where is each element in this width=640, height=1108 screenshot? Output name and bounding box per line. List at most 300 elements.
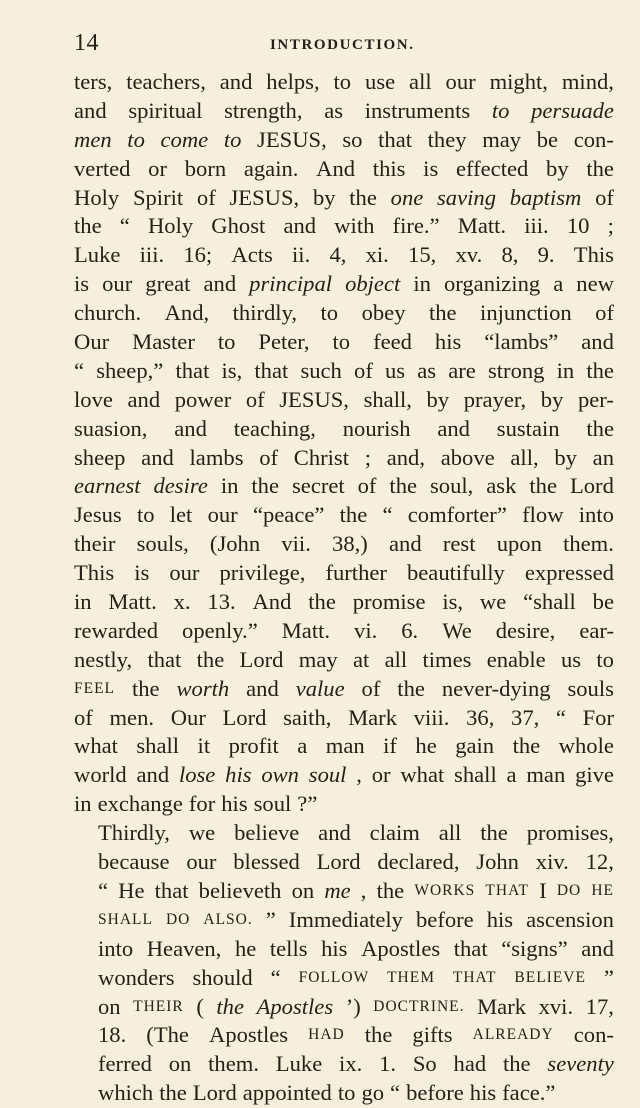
word: again. bbox=[243, 155, 299, 181]
word: saith, bbox=[283, 704, 332, 730]
small-caps-word: HAD bbox=[308, 1026, 345, 1044]
word: whole bbox=[558, 733, 614, 759]
word: our bbox=[445, 69, 476, 94]
italic-word: persuade bbox=[531, 97, 614, 123]
italic-word: lose bbox=[178, 762, 216, 788]
small-caps-word: THAT bbox=[452, 968, 497, 986]
word: and bbox=[127, 386, 161, 412]
word: is bbox=[423, 155, 439, 181]
word: ’) bbox=[345, 993, 361, 1019]
word: We bbox=[442, 617, 472, 643]
word: Apostles bbox=[209, 1022, 289, 1048]
word: it bbox=[197, 733, 211, 759]
word: his bbox=[221, 791, 248, 817]
word: ix. bbox=[339, 1051, 363, 1077]
small-caps-word: SHALL bbox=[98, 910, 153, 928]
text-line bbox=[74, 559, 614, 588]
word: and bbox=[437, 415, 470, 441]
word: ” bbox=[265, 906, 276, 932]
word: is bbox=[134, 560, 150, 586]
word: power bbox=[174, 386, 232, 412]
word: x. bbox=[173, 589, 191, 615]
word: an bbox=[592, 444, 614, 470]
word: man bbox=[325, 733, 365, 759]
small-caps-word: DOCTRINE. bbox=[373, 997, 465, 1015]
word: all bbox=[384, 646, 408, 672]
word: Mark bbox=[477, 993, 527, 1019]
word: Ghost bbox=[211, 213, 266, 239]
word: new bbox=[576, 271, 614, 297]
word: Matt. bbox=[108, 589, 157, 615]
word: Apostles bbox=[361, 935, 441, 961]
word: to bbox=[596, 646, 614, 672]
word: “ bbox=[119, 213, 130, 239]
word: be bbox=[592, 589, 614, 615]
word: JESUS, bbox=[229, 184, 300, 210]
word: organizing bbox=[443, 271, 541, 297]
word: Acts bbox=[231, 242, 273, 268]
word: as bbox=[324, 97, 344, 123]
word: teachers, bbox=[126, 69, 206, 94]
italic-word: come bbox=[160, 126, 209, 152]
word: in bbox=[556, 357, 575, 383]
word: a bbox=[553, 271, 564, 297]
word: believe bbox=[234, 820, 300, 846]
word: mind, bbox=[561, 69, 614, 94]
text-line bbox=[74, 472, 614, 501]
word: face.” bbox=[502, 1080, 556, 1106]
italic-word: earnest bbox=[74, 473, 141, 499]
italic-word: his bbox=[225, 762, 252, 788]
text-line bbox=[74, 270, 614, 299]
word: Luke bbox=[74, 242, 121, 268]
text-line bbox=[74, 212, 614, 241]
word: their bbox=[74, 531, 116, 557]
word: desire, bbox=[495, 617, 556, 643]
word: This bbox=[573, 242, 614, 268]
word: “ bbox=[390, 1080, 401, 1106]
word: to bbox=[337, 1080, 356, 1106]
word: of bbox=[196, 184, 216, 210]
word: the bbox=[586, 155, 614, 181]
page-header bbox=[74, 30, 586, 58]
word: the bbox=[389, 473, 418, 499]
italic-word: baptism bbox=[509, 184, 582, 210]
word: appointed bbox=[242, 1080, 332, 1106]
text-line bbox=[74, 646, 614, 675]
word: injunction bbox=[480, 300, 572, 326]
word: Our bbox=[74, 329, 110, 355]
word: 4, bbox=[329, 242, 347, 268]
italic-word: to bbox=[223, 126, 242, 152]
word: so bbox=[342, 126, 363, 152]
word: what bbox=[400, 762, 445, 788]
italic-word: object bbox=[345, 271, 401, 297]
word: “shall bbox=[523, 589, 576, 615]
word: vii. bbox=[281, 531, 311, 557]
word: that bbox=[147, 646, 182, 672]
word: tells bbox=[269, 935, 308, 961]
word: Spirit bbox=[132, 184, 184, 210]
word: teaching, bbox=[233, 415, 316, 441]
word: (John bbox=[209, 531, 261, 557]
word: of bbox=[357, 473, 377, 499]
word: He bbox=[118, 877, 145, 903]
small-caps-word: WORKS bbox=[414, 881, 476, 899]
word: the bbox=[349, 184, 377, 210]
italic-word: to bbox=[127, 126, 145, 152]
text-line bbox=[74, 299, 614, 328]
word: the bbox=[428, 300, 457, 326]
word: and bbox=[581, 935, 614, 961]
word: And bbox=[252, 589, 292, 615]
word: Lord bbox=[569, 473, 614, 499]
word: fire.” bbox=[392, 213, 440, 239]
word: the bbox=[512, 733, 541, 759]
word: he bbox=[234, 935, 257, 961]
text-line bbox=[74, 993, 614, 1022]
word: ( bbox=[196, 993, 204, 1019]
word: the bbox=[159, 1080, 187, 1106]
word: his bbox=[434, 329, 462, 355]
word: to bbox=[332, 329, 351, 355]
word: nourish bbox=[342, 415, 411, 441]
word: Master bbox=[132, 329, 195, 355]
text-line bbox=[74, 1021, 614, 1050]
word: 15, bbox=[408, 242, 437, 268]
word: all, bbox=[510, 444, 539, 470]
word: openly.” bbox=[182, 617, 258, 643]
word: sheep bbox=[74, 444, 126, 470]
word: “lambs” bbox=[484, 329, 559, 355]
word: of bbox=[361, 675, 381, 701]
word: prayer, bbox=[463, 386, 527, 412]
word: “ bbox=[98, 877, 109, 903]
word: And, bbox=[164, 300, 210, 326]
word: thirdly, bbox=[232, 300, 298, 326]
word: rest bbox=[442, 531, 476, 557]
word: or bbox=[148, 155, 167, 181]
word: And bbox=[316, 155, 356, 181]
word: promise bbox=[352, 589, 426, 615]
word: expressed bbox=[524, 560, 614, 586]
word: ask bbox=[486, 473, 517, 499]
word: gifts bbox=[412, 1022, 453, 1048]
body-text bbox=[74, 68, 614, 1108]
word: that bbox=[254, 357, 289, 383]
word: claim bbox=[369, 820, 420, 846]
word: in bbox=[413, 271, 431, 297]
word: our bbox=[186, 849, 217, 875]
italic-word: own bbox=[261, 762, 299, 788]
word: of bbox=[74, 704, 93, 730]
word: comforter” bbox=[407, 502, 507, 528]
word: and bbox=[74, 97, 107, 123]
text-line bbox=[74, 790, 614, 819]
word: exchange bbox=[97, 791, 183, 817]
word: “ bbox=[382, 502, 393, 528]
text-line bbox=[74, 444, 614, 473]
word: iii. bbox=[524, 213, 549, 239]
word: on bbox=[168, 1051, 192, 1077]
text-line bbox=[74, 761, 614, 790]
word: is, bbox=[221, 357, 243, 383]
italic-word: principal bbox=[249, 271, 333, 297]
text-line bbox=[74, 126, 614, 155]
word: 8, bbox=[501, 242, 519, 268]
word: blessed bbox=[233, 849, 300, 875]
text-line bbox=[74, 588, 614, 617]
word: and bbox=[283, 213, 317, 239]
word: ” bbox=[603, 964, 614, 990]
word: we bbox=[188, 820, 216, 846]
word: use bbox=[365, 69, 396, 94]
word: “ bbox=[74, 357, 85, 383]
word: souls, bbox=[136, 531, 189, 557]
word: the bbox=[586, 415, 614, 441]
word: that bbox=[154, 877, 189, 903]
word: , bbox=[360, 877, 367, 903]
word: spiritual bbox=[128, 97, 203, 123]
small-caps-word: THEM bbox=[387, 968, 435, 986]
word: “peace” bbox=[252, 502, 325, 528]
word: for bbox=[188, 791, 216, 817]
word: Matt. bbox=[457, 213, 507, 239]
text-line bbox=[74, 241, 614, 270]
word: and bbox=[389, 531, 422, 557]
word: strength, bbox=[224, 97, 303, 123]
word: JESUS, bbox=[257, 126, 327, 152]
word: and bbox=[174, 415, 207, 441]
word: So bbox=[412, 1051, 437, 1077]
italic-word: saving bbox=[437, 184, 497, 210]
word: which bbox=[98, 1080, 154, 1106]
word: Christ bbox=[293, 444, 350, 470]
word: profit bbox=[228, 733, 279, 759]
word: JESUS, bbox=[279, 386, 349, 412]
word: and bbox=[203, 271, 237, 297]
word: of bbox=[259, 444, 279, 470]
word: nestly, bbox=[74, 646, 133, 672]
small-caps-word: HE bbox=[591, 881, 614, 899]
word: effected bbox=[455, 155, 529, 181]
text-line bbox=[74, 848, 614, 877]
italic-word: soul bbox=[308, 762, 347, 788]
text-line bbox=[74, 732, 614, 761]
italic-word: the bbox=[216, 993, 245, 1019]
word: 18. bbox=[98, 1022, 127, 1048]
word: soul bbox=[253, 791, 292, 817]
word: ; bbox=[607, 213, 614, 239]
word: shall, bbox=[363, 386, 412, 412]
word: “ bbox=[270, 964, 281, 990]
word: into bbox=[98, 935, 134, 961]
word: his bbox=[321, 935, 348, 961]
word: viii. bbox=[413, 704, 450, 730]
text-line bbox=[74, 877, 614, 906]
word: in bbox=[220, 473, 239, 499]
word: the bbox=[480, 820, 508, 846]
word: shall bbox=[136, 733, 180, 759]
word: men. bbox=[109, 704, 155, 730]
word: John bbox=[476, 849, 519, 875]
word: 10 bbox=[566, 213, 590, 239]
word: obey bbox=[361, 300, 406, 326]
word: Mark bbox=[348, 704, 398, 730]
word: that bbox=[453, 935, 488, 961]
word: in bbox=[74, 589, 92, 615]
text-line bbox=[74, 1079, 614, 1108]
word: world bbox=[74, 762, 127, 788]
word: the bbox=[251, 473, 279, 499]
word: his bbox=[469, 1080, 497, 1106]
word: and bbox=[581, 329, 614, 355]
word: 37, bbox=[511, 704, 540, 730]
word: a bbox=[506, 762, 517, 788]
word: 36, bbox=[466, 704, 495, 730]
word: the bbox=[74, 213, 102, 239]
word: by bbox=[540, 386, 564, 412]
word: 6. bbox=[401, 617, 419, 643]
word: , bbox=[356, 762, 362, 788]
word: verted bbox=[74, 155, 131, 181]
text-line bbox=[74, 1050, 614, 1079]
italic-word: Apostles bbox=[256, 993, 334, 1019]
text-line bbox=[74, 386, 614, 415]
word: by bbox=[554, 444, 577, 470]
text-line bbox=[74, 357, 614, 386]
word: Holy bbox=[147, 213, 194, 239]
word: Holy bbox=[74, 184, 120, 210]
word: ii. bbox=[292, 242, 311, 268]
italic-word: me bbox=[324, 877, 351, 903]
word: I bbox=[539, 877, 547, 903]
text-line bbox=[74, 68, 614, 97]
word: with bbox=[334, 213, 375, 239]
word: 9. bbox=[537, 242, 555, 268]
word: be bbox=[536, 126, 559, 152]
word: per- bbox=[577, 386, 614, 412]
word: of bbox=[595, 184, 614, 210]
text-line bbox=[74, 819, 614, 848]
text-line bbox=[74, 675, 614, 704]
page-number: 14 bbox=[74, 30, 99, 56]
word: instruments bbox=[364, 97, 471, 123]
word: 38,) bbox=[332, 531, 368, 557]
word: as bbox=[417, 357, 437, 383]
word: our bbox=[169, 560, 200, 586]
word: our bbox=[102, 271, 133, 297]
word: us bbox=[385, 357, 406, 383]
word: the bbox=[376, 877, 405, 903]
word: or bbox=[371, 762, 391, 788]
word: all bbox=[409, 69, 432, 94]
word: a bbox=[297, 733, 308, 759]
word: them. bbox=[563, 531, 614, 557]
word: con- bbox=[573, 1022, 614, 1048]
word: love bbox=[74, 386, 113, 412]
word: the bbox=[397, 675, 425, 701]
word: the bbox=[529, 473, 557, 499]
word: 12, bbox=[585, 849, 614, 875]
word: 13. bbox=[207, 589, 236, 615]
word: our bbox=[207, 502, 238, 528]
word: may bbox=[482, 126, 522, 152]
word: is, bbox=[442, 589, 464, 615]
word: man bbox=[526, 762, 566, 788]
word: to bbox=[320, 300, 339, 326]
word: and, bbox=[386, 444, 426, 470]
word: Lord bbox=[192, 1080, 237, 1106]
word: times bbox=[422, 646, 472, 672]
word: lambs bbox=[189, 444, 244, 470]
small-caps-word: FEEL bbox=[74, 679, 116, 697]
word: gain bbox=[455, 733, 495, 759]
word: rewarded bbox=[74, 617, 159, 643]
word: go bbox=[361, 1080, 385, 1106]
word: if bbox=[383, 733, 397, 759]
word: on bbox=[98, 993, 121, 1019]
word: beautifully bbox=[406, 560, 505, 586]
word: Lord bbox=[316, 849, 361, 875]
word: at bbox=[352, 646, 370, 672]
word: that bbox=[378, 126, 413, 152]
word: because bbox=[98, 849, 170, 875]
word: 1. bbox=[379, 1051, 397, 1077]
word: ear- bbox=[579, 617, 614, 643]
word: give bbox=[575, 762, 614, 788]
word: Lord bbox=[222, 704, 267, 730]
word: the bbox=[196, 646, 225, 672]
small-caps-word: ALREADY bbox=[472, 1026, 554, 1044]
word: xiv. bbox=[535, 849, 569, 875]
word: For bbox=[582, 704, 614, 730]
word: great bbox=[145, 271, 191, 297]
word: xv. bbox=[455, 242, 483, 268]
word: such bbox=[300, 357, 342, 383]
word: the bbox=[586, 357, 614, 383]
word: declared, bbox=[377, 849, 460, 875]
word: sustain bbox=[496, 415, 560, 441]
word: into bbox=[578, 502, 614, 528]
italic-word: to bbox=[491, 97, 510, 123]
word: ; bbox=[364, 444, 372, 470]
word: believeth bbox=[198, 877, 282, 903]
text-line bbox=[74, 184, 614, 213]
word: may bbox=[298, 646, 338, 672]
word: souls bbox=[567, 675, 614, 701]
word: had bbox=[453, 1051, 487, 1077]
word: “ bbox=[555, 704, 566, 730]
word: by bbox=[426, 386, 450, 412]
small-caps-word: THEIR bbox=[133, 997, 184, 1015]
word: promises, bbox=[526, 820, 614, 846]
text-line bbox=[74, 97, 614, 126]
word: the bbox=[339, 502, 368, 528]
word: Our bbox=[170, 704, 206, 730]
word: xi. bbox=[365, 242, 389, 268]
word: Heaven, bbox=[146, 935, 222, 961]
word: before bbox=[416, 906, 474, 932]
word: of bbox=[245, 386, 265, 412]
word: them. bbox=[208, 1051, 259, 1077]
italic-word: desire bbox=[153, 473, 208, 499]
word: and bbox=[318, 820, 351, 846]
word: all bbox=[438, 820, 462, 846]
word: 17, bbox=[585, 993, 614, 1019]
small-caps-word: DO bbox=[165, 910, 191, 928]
word: sheep,” bbox=[96, 357, 164, 383]
